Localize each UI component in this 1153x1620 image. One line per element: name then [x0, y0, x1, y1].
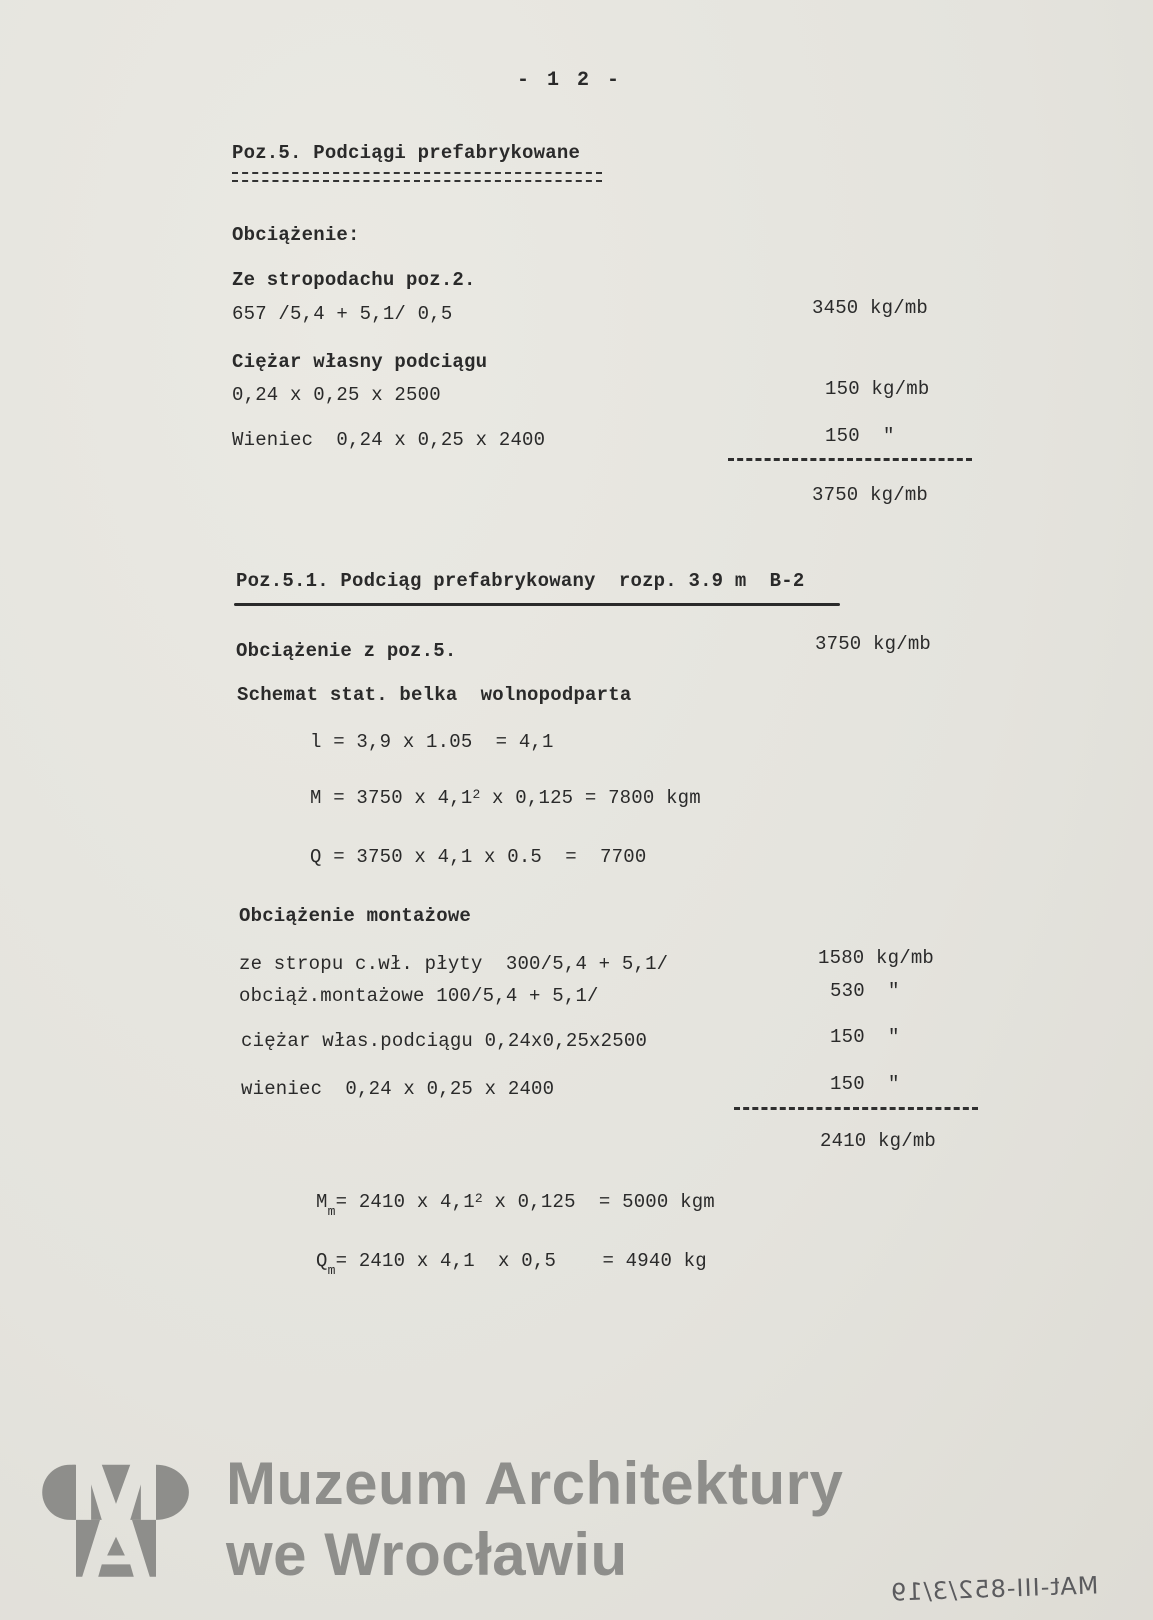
assembly-item-label: obciąż.montażowe 100/5,4 + 5,1/ — [239, 985, 599, 1007]
assembly-item-value: 1580 kg/mb — [818, 947, 935, 969]
section1-total: 3750 kg/mb — [812, 484, 929, 506]
item-value: 150 kg/mb — [825, 378, 930, 400]
section2-heading: Poz.5.1. Podciąg prefabrykowany rozp. 3.9 m B-2 — [236, 570, 805, 592]
handwritten-catalog-note: MAt-III-852/3/19 — [889, 1571, 1099, 1607]
museum-logo-icon — [36, 1452, 196, 1586]
assembly-sum-divider — [734, 1107, 978, 1110]
item-label: Ciężar własny podciągu — [232, 351, 488, 373]
watermark-line2: we Wrocławiu — [226, 1521, 628, 1588]
section2-load-label: Obciążenie z poz.5. — [236, 640, 457, 662]
item-formula: 657 /5,4 + 5,1/ 0,5 — [232, 303, 453, 325]
sum-divider — [728, 458, 972, 461]
assembly-shear-formula: $Q_m= 2410$ x 4,1 x 0,5 = 4940 kg — [316, 1250, 707, 1278]
assembly-item-label: ze stropu c.wł. płyty 300/5,4 + 5,1/ — [239, 953, 669, 975]
item-formula: Wieniec 0,24 x 0,25 x 2400 — [232, 429, 546, 451]
item-value: 150 " — [825, 425, 895, 447]
span-formula: l = 3,9 x 1.05 = 4,1 — [310, 731, 554, 753]
assembly-item-value: 530 " — [830, 980, 900, 1002]
watermark-line1: Muzeum Architektury — [226, 1450, 844, 1517]
assembly-item-label: wieniec 0,24 x 0,25 x 2400 — [241, 1078, 555, 1100]
assembly-total: 2410 kg/mb — [820, 1130, 937, 1152]
page-number: - 1 2 - — [517, 69, 623, 92]
section1-heading-double-underline — [232, 172, 602, 182]
assembly-item-label: ciężar włas.podciągu 0,24x0,25x2500 — [241, 1030, 648, 1052]
section2-load-value: 3750 kg/mb — [815, 633, 932, 655]
section1-heading: Poz.5. Podciągi prefabrykowane — [232, 142, 581, 164]
static-scheme: Schemat stat. belka wolnopodparta — [237, 684, 632, 706]
section1-load-label: Obciążenie: — [232, 224, 360, 246]
item-formula: 0,24 x 0,25 x 2500 — [232, 384, 441, 406]
moment-formula: M = 3750 x $4,1^2$ x 0,125 = 7800 kgm — [310, 787, 701, 809]
assembly-item-value: 150 " — [830, 1073, 900, 1095]
shear-formula: Q = 3750 x 4,1 x 0.5 = 7700 — [310, 846, 647, 868]
section2-heading-underline — [234, 603, 840, 606]
item-label: Ze stropodachu poz.2. — [232, 269, 476, 291]
assembly-moment-formula: $M_m= 2410$ x $4,1^2$ x 0,125 = 5000 kgm — [316, 1191, 715, 1219]
item-value: 3450 kg/mb — [812, 297, 929, 319]
assembly-item-value: 150 " — [830, 1026, 900, 1048]
assembly-load-label: Obciążenie montażowe — [239, 905, 472, 927]
